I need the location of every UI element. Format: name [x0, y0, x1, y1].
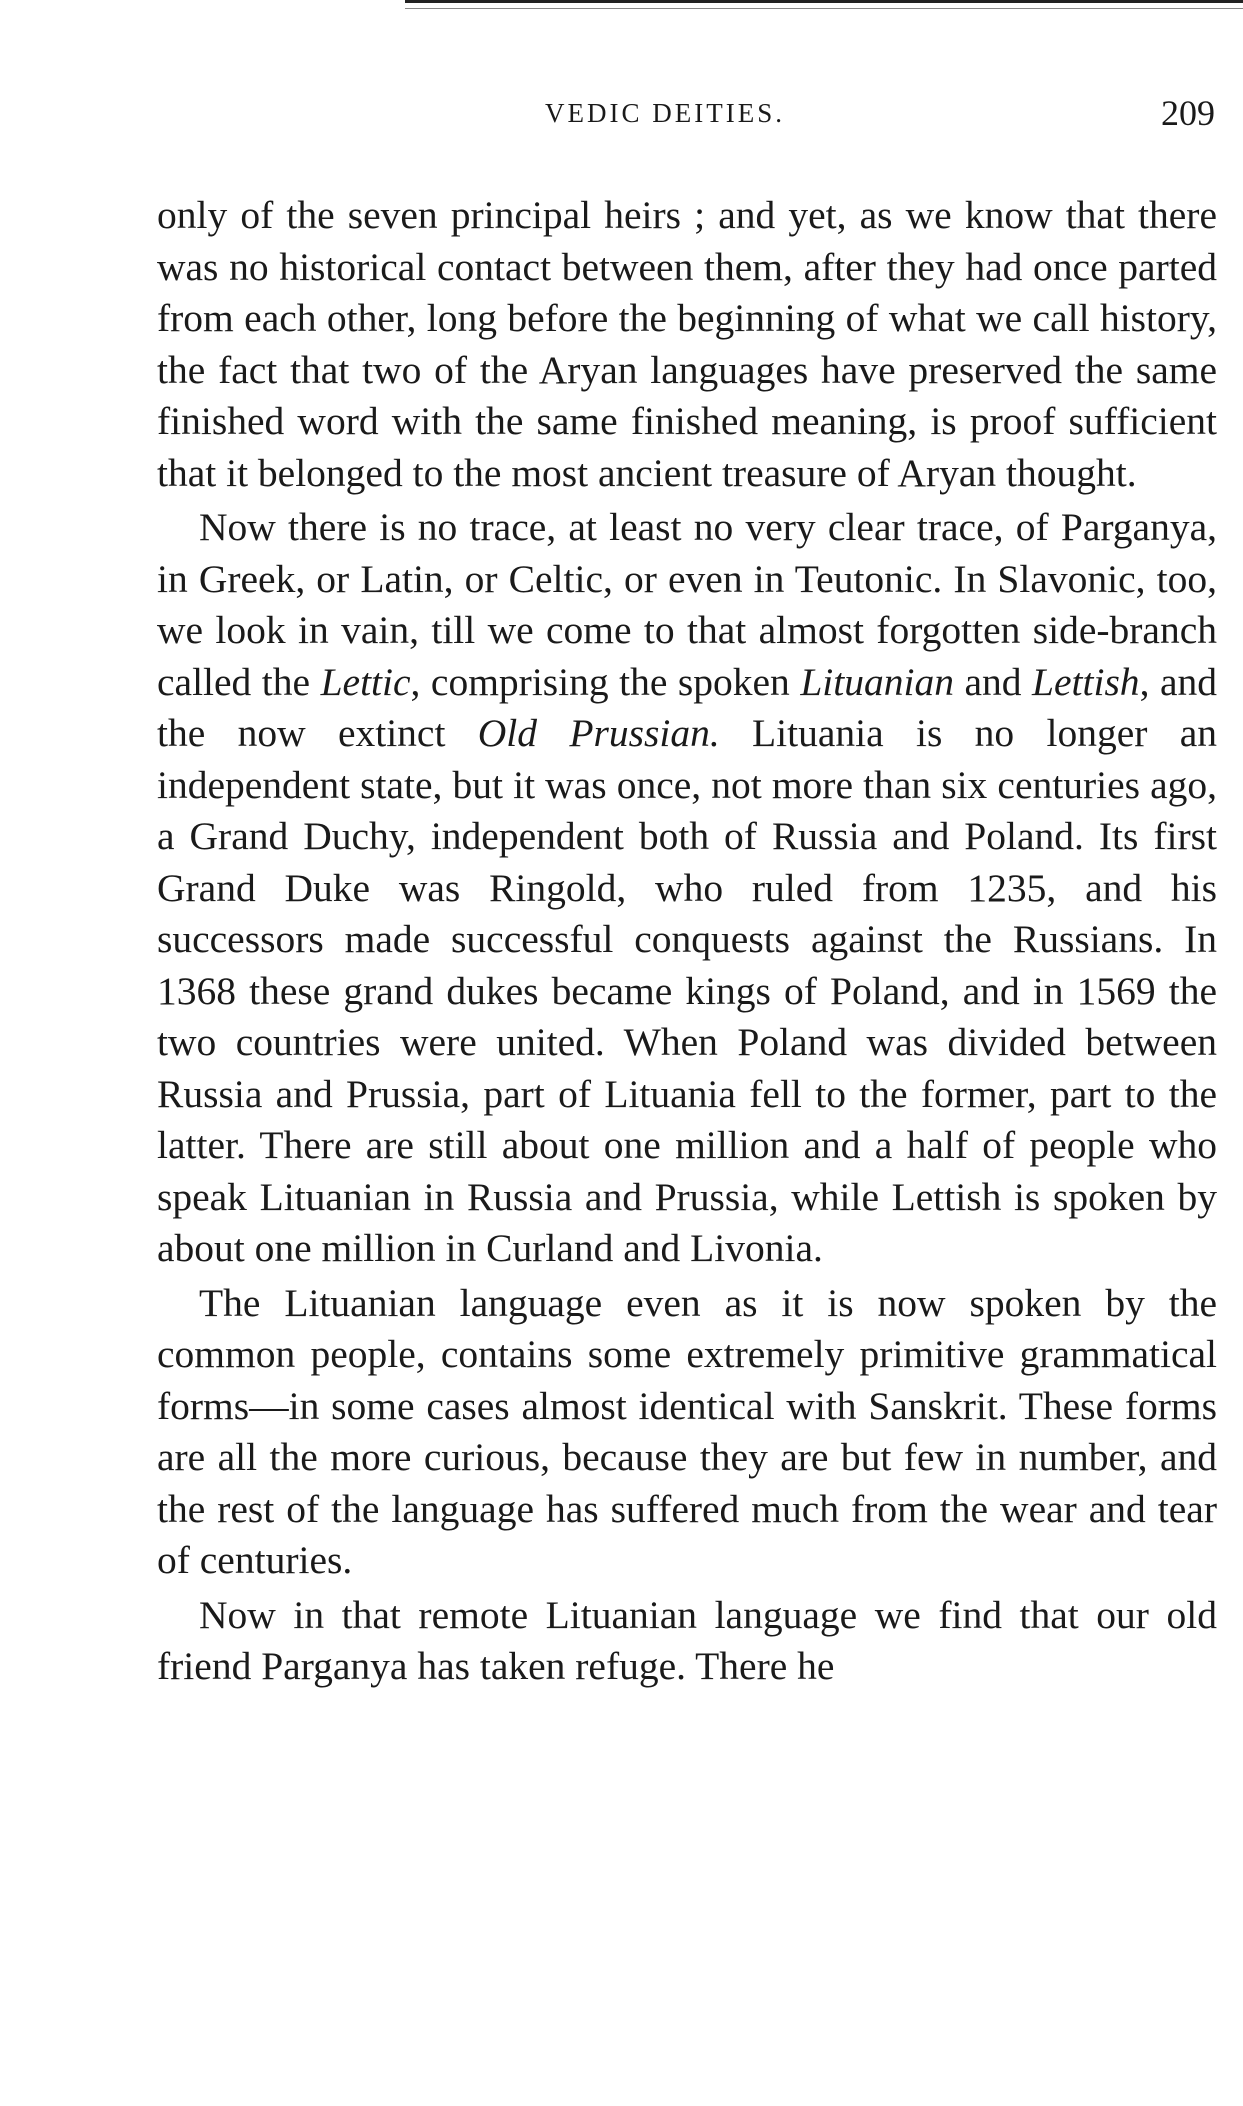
term-lettish: Lettish	[1032, 659, 1140, 704]
term-old-prussian: Old Prussian.	[477, 711, 720, 755]
running-head	[0, 93, 1243, 138]
paragraph-2-text-1: Now there is no trace, at least no very clear trace, of Parganya, in Greek, or Latin, or Celtic, or even in Teutonic. In Slavonic, too, we look in vain, till we come to that almost forgotten side-branch called the	[157, 505, 1217, 704]
top-rule	[405, 0, 1243, 3]
running-title: VEDIC DEITIES.	[545, 98, 785, 128]
page-number: 209	[1161, 93, 1215, 133]
paragraph-2-text-3: and	[953, 659, 1033, 704]
term-lituanian: Lituanian	[800, 659, 954, 704]
paragraph-1: only of the seven principal heirs ; and yet, as we know that there was no historical contact between them, after they had once parted from each other, long before the beginning of what we call history, the fact that two of the Aryan languages have preserved the same finished word with the same finished meaning, is proof sufficient that it belonged to the most ancient treasure of Aryan thought.	[157, 193, 1217, 495]
paragraph-3: The Lituanian language even as it is now spoken by the common people, contains some extremely primitive grammatical forms—in some cases almost identical with Sanskrit. These forms are all the more curious, because they are but few in number, and the rest of the language has suffered much from the wear and tear of centuries.	[157, 1280, 1217, 1582]
paragraph-2-text-2: , comprising the spoken	[410, 659, 801, 704]
paragraph-2	[157, 502, 1217, 1275]
paragraph-2-text-5: Lituania is no longer an independent state, but it was once, not more than six centuries ago, a Grand Duchy, independent both of Russia and Poland. Its first Grand Duke was Ringold, who ruled from 1235, and his successors made successful conquests against the Russians. In 1368 these grand dukes became kings of Poland, and in 1569 the two countries were united. When Poland was divided between Russia and Prussia, part of Lituania fell to the former, part to the latter. There are still about one million and a half of people who speak Lituanian in Russia and Prussia, while Lettish is spoken by about one million in Curland and Livonia.	[157, 711, 1218, 1270]
paragraph-4: Now in that remote Lituanian language we find that our old friend Parganya has taken refuge. There he	[157, 1592, 1217, 1688]
top-rule-thin	[405, 8, 1243, 9]
paragraph-2-text-4: , and the now extinct	[157, 659, 1217, 755]
term-lettic: Lettic	[320, 659, 411, 704]
body-text	[157, 190, 1217, 1693]
